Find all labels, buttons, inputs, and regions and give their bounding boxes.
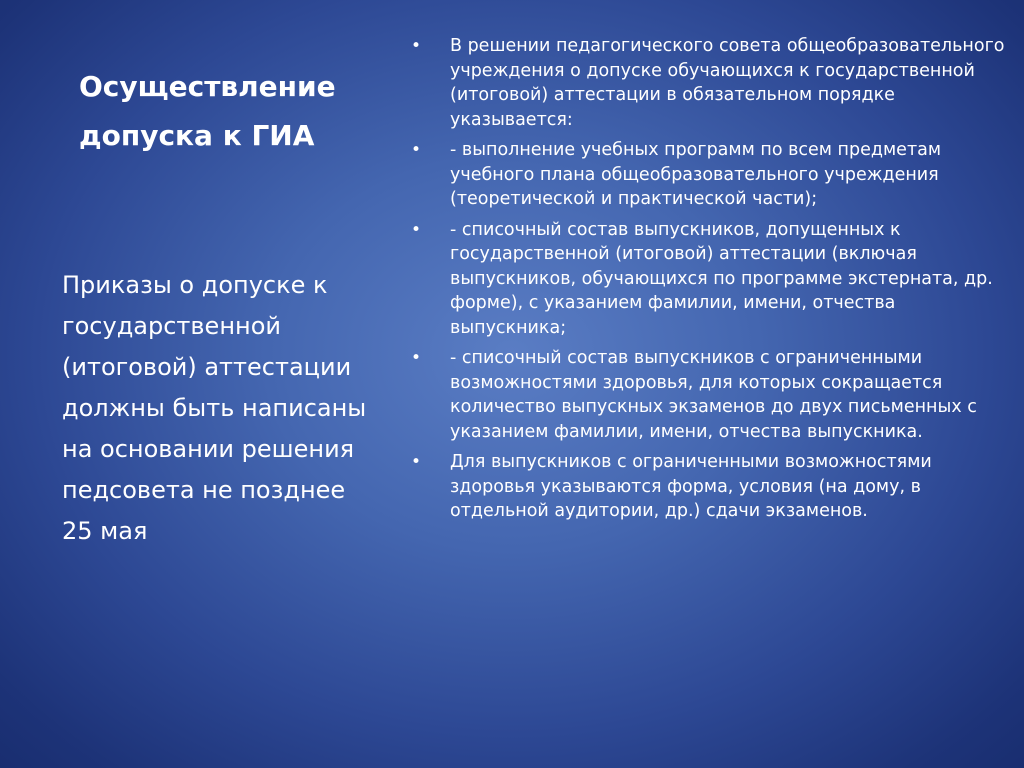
bullet-text-3: - списочный состав выпускников, допущенных к государственной (итоговой) аттестации (включая выпускников, обучающихся по программе экстерната, др. форме), с указанием фамилии, имени, отчества выпускника; [450, 219, 993, 338]
bullet-item-5 [408, 450, 1008, 524]
bullet-dot-icon: • [411, 452, 422, 472]
bullet-item-3 [408, 218, 1008, 341]
bullet-item-4 [408, 346, 1008, 444]
bullet-item-2 [408, 138, 1008, 212]
bullet-text-5: Для выпускников с ограниченными возможностями здоровья указываются форма, условия (на дому, в отдельной аудитории, др.) сдачи экзаменов. [450, 452, 932, 521]
bullet-dot-icon: • [411, 36, 422, 56]
bullet-dot-icon: • [411, 140, 422, 160]
bullet-dot-icon: • [411, 348, 422, 368]
slide-title [79, 62, 379, 160]
bullet-list [408, 34, 1008, 530]
slide-title-line-1: Осуществление [79, 70, 336, 103]
bullet-item-1 [408, 34, 1008, 132]
left-paragraph: Приказы о допуске к государственной (итоговой) аттестации должны быть написаны на основании решения педсовета не позднее 25 мая [62, 271, 367, 545]
bullet-text-2: - выполнение учебных программ по всем предметам учебного плана общеобразовательного учреждения (теоретической и практической части); [450, 140, 942, 209]
bullet-dot-icon: • [411, 219, 422, 240]
bullet-text-4: - списочный состав выпускников с ограниченными возможностями здоровья, для которых сокращается количество выпускных экзаменов до двух письменных с указанием фамилии, имени, отчества выпускника. [450, 348, 977, 442]
slide-title-line-2: допуска к ГИА [79, 119, 315, 152]
bullet-text-1: В решении педагогического совета общеобразовательного учреждения о допуске обучающихся к государственной (итоговой) аттестации в обязательном порядке указывается: [450, 36, 1005, 130]
